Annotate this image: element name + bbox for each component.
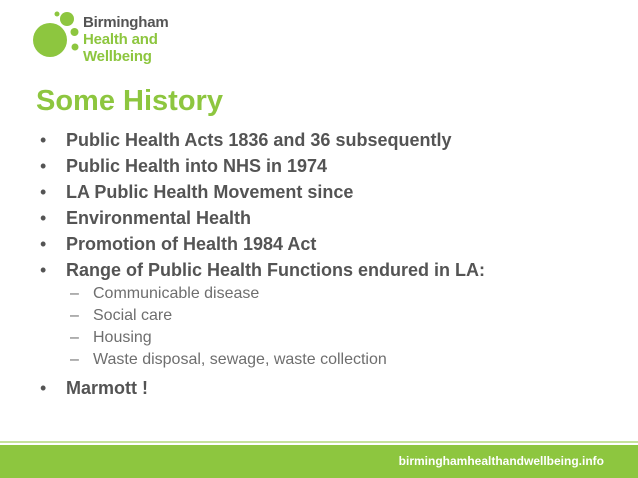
bullet-item	[40, 127, 620, 153]
bullet-item	[40, 257, 620, 283]
bullet-text: LA Public Health Movement since	[66, 182, 354, 202]
bullet-item	[40, 153, 620, 179]
bullet-text: Environmental Health	[66, 208, 252, 228]
bullet-item	[40, 179, 620, 205]
bullet-list	[40, 127, 620, 401]
footer-divider	[0, 441, 638, 443]
bullet-dot-icon: •	[40, 260, 47, 280]
bullet-text: Public Health into NHS in 1974	[66, 156, 328, 176]
logo-line-birmingham: Birmingham	[83, 14, 169, 31]
bullet-item-final	[40, 375, 620, 401]
sub-bullet-text: Communicable disease	[93, 285, 260, 302]
dash-icon: –	[70, 329, 79, 346]
footer-url-link[interactable]: birminghamhealthandwellbeing.info	[398, 454, 604, 468]
slide-title: Some History	[36, 85, 223, 117]
bullet-dot-icon: •	[40, 234, 47, 254]
sub-bullet-item	[40, 349, 620, 371]
bullet-dot-icon: •	[40, 182, 47, 202]
bullet-dot-icon: •	[40, 130, 47, 150]
sub-bullet-group	[40, 283, 620, 375]
bullet-item	[40, 231, 620, 257]
bullet-text: Promotion of Health 1984 Act	[66, 234, 317, 254]
bullet-dot-icon: •	[40, 378, 47, 398]
bullet-dot-icon: •	[40, 156, 47, 176]
bullet-text: Marmott !	[66, 378, 148, 398]
logo-line-health-wellbeing: Health and Wellbeing	[83, 31, 158, 65]
dash-icon: –	[70, 307, 79, 324]
logo-circles-icon	[30, 10, 80, 60]
logo-wordmark	[83, 14, 220, 65]
sub-bullet-item	[40, 283, 620, 305]
bullet-text: Range of Public Health Functions endured in LA:	[66, 260, 486, 280]
sub-bullet-text: Waste disposal, sewage, waste collection	[93, 351, 387, 368]
sub-bullet-text: Housing	[93, 329, 152, 346]
dash-icon: –	[70, 351, 79, 368]
footer-bar	[0, 445, 638, 478]
bullet-text: Public Health Acts 1836 and 36 subsequently	[66, 130, 452, 150]
dash-icon: –	[70, 285, 79, 302]
sub-bullet-item	[40, 327, 620, 349]
sub-bullet-item	[40, 305, 620, 327]
brand-logo	[30, 10, 220, 65]
sub-bullet-list	[40, 283, 620, 375]
bullet-item	[40, 205, 620, 231]
sub-bullet-text: Social care	[93, 307, 173, 324]
bullet-dot-icon: •	[40, 208, 47, 228]
